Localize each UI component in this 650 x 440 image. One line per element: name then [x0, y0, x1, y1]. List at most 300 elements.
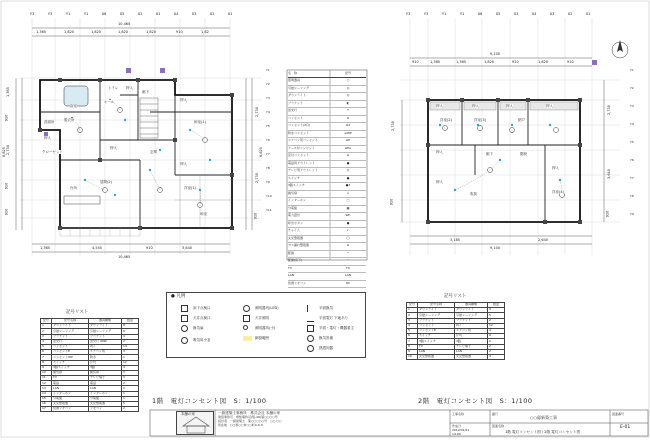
axis-label: X3 — [191, 12, 197, 16]
company-line: 一級建築士事務所 株式会社 本舗の家 — [218, 411, 281, 415]
table-cell: 3路 — [455, 339, 488, 344]
floor2-axis-labels — [404, 12, 614, 18]
list2-title: 記号リスト — [444, 294, 467, 299]
symbols-row — [288, 183, 366, 191]
company-line: 所在地 ○○県○○市○○町0-0-0 — [218, 423, 263, 427]
symbols-row — [288, 273, 366, 281]
table-cell: 火災警報器 — [89, 402, 122, 407]
symbols-row — [288, 251, 366, 259]
symbol-name: チャイム — [288, 228, 300, 232]
table-cell: 9 — [488, 334, 505, 339]
symbol-name: 引掛シーリング — [288, 85, 309, 90]
table-cell: 5 — [407, 328, 418, 333]
room-label: 和室 — [200, 212, 207, 216]
table-cell: エアコン用 — [455, 328, 488, 333]
list2-col-header: 記号名称 — [418, 303, 455, 308]
table-cell: 2 — [122, 386, 139, 391]
table-cell: 3路スイッチ — [418, 339, 455, 344]
table-cell: 15 — [41, 396, 52, 401]
legend-item: 照明器具(LED) — [255, 306, 279, 310]
legend-item: 天井照明 — [255, 316, 269, 320]
symbol-name: 床付コンセント — [288, 153, 310, 157]
table-cell: 3 — [41, 334, 52, 339]
symbols-row — [288, 243, 366, 251]
table-cell: コンセントE — [52, 350, 89, 355]
table-cell: 3路 — [89, 365, 122, 370]
table-cell: インターホン — [89, 391, 122, 396]
legend-item: 床下点検口 — [193, 306, 211, 310]
table-cell: 3路スイッチ — [52, 365, 89, 370]
table-cell: 17 — [41, 407, 52, 412]
floor-hatch-icon — [181, 305, 188, 312]
floor2-bottom-total: 9,100 — [490, 246, 501, 250]
floor2-right-dims — [604, 80, 618, 222]
table-cell: ブラケット — [455, 318, 488, 323]
legend-item: 天井点検口 — [193, 316, 211, 320]
table-cell: 4 — [488, 328, 505, 333]
table-cell: 火災警報器 — [418, 354, 455, 359]
dim-label: 910 — [605, 210, 610, 218]
symbol-glyph: ● — [346, 175, 350, 180]
table-cell: 火災警報器 — [455, 354, 488, 359]
dim-label: 2,730 — [255, 172, 260, 184]
dim-label: 910 — [567, 60, 574, 64]
table-cell: 片切 — [89, 360, 122, 365]
company-line: 設計者 一級建築士 第○○○○○号 ○○ ○○ — [218, 419, 282, 423]
floor2-columns — [426, 98, 582, 224]
dim-label: 910 — [146, 246, 153, 250]
symbol-name: TV — [288, 265, 292, 270]
date-label: 作成日 — [452, 424, 462, 428]
table-cell: 8 — [41, 360, 52, 365]
axis-label: Y4 — [266, 110, 270, 114]
table-cell: 14 — [41, 391, 52, 396]
table-cell: 2 — [407, 313, 418, 318]
dim-label: 910 — [412, 60, 419, 64]
table-cell: 分電盤 — [52, 396, 89, 401]
axis-label: Y6 — [266, 138, 270, 142]
table-cell: 6 — [41, 350, 52, 355]
floor1-bottom-dims — [36, 246, 236, 251]
axis-label: Y3 — [266, 96, 270, 100]
dim-label: 2,730 — [607, 104, 612, 116]
table-cell: ダウンライト — [89, 324, 122, 329]
symbol-glyph: ○ — [346, 78, 350, 82]
table-cell: 1 — [122, 355, 139, 360]
axis-label: Y3 — [630, 104, 634, 108]
table-cell: テレビ端子 — [89, 376, 122, 381]
room-label: 押入 — [436, 104, 443, 108]
floor1-total-width: 10,465 — [118, 22, 131, 26]
table-cell: 3 — [407, 318, 418, 323]
floor1-right-total: 6,825 — [259, 146, 264, 158]
room-label: 洋室(2) — [440, 118, 452, 122]
table-cell: 4 — [488, 354, 505, 359]
dim-label: 1,365 — [40, 246, 51, 250]
bathtub — [64, 86, 88, 106]
symbols-row — [288, 146, 366, 154]
list2-col-header: 記号 — [407, 303, 418, 308]
table-cell: エアコン用 — [89, 350, 122, 355]
symbols-row — [288, 198, 366, 206]
symbol-name: コンセント — [288, 115, 304, 120]
table-cell: 蛍光灯 40W — [89, 339, 122, 344]
list1-col-header: 記号 — [41, 319, 52, 324]
symbols-row — [288, 116, 366, 124]
dim-label: 910 — [4, 114, 9, 122]
symbols-row — [288, 153, 366, 161]
table-cell: LAN — [455, 349, 488, 354]
floor2-total-width: 9,100 — [490, 52, 501, 56]
dim-label: 1,820 — [484, 60, 495, 64]
floor2-right-axis — [630, 68, 640, 228]
symbol-glyph: ⊖EA — [344, 145, 352, 150]
axis-label: X6 — [101, 12, 107, 16]
floor1-title: 1階 電灯コンセント図 S：1/100 — [152, 397, 267, 405]
axis-label: Y2 — [630, 86, 634, 90]
room-label: 押入 — [180, 98, 187, 102]
dim-label: 1,820 — [146, 30, 157, 34]
room-label: 押入 — [126, 86, 133, 90]
axis-label: Y6 — [630, 158, 634, 162]
table-cell: 2 — [488, 344, 505, 349]
symbol-glyph: ▦ — [346, 205, 350, 210]
axis-label: Y8 — [630, 194, 634, 198]
table-cell: 5 — [122, 402, 139, 407]
dim-label: 1,365 — [6, 86, 11, 98]
symbol-glyph: Wh — [345, 213, 351, 217]
room-label: 押入 — [552, 166, 559, 170]
table-cell: ブラケット — [89, 334, 122, 339]
logo-text: 本舗の家 — [181, 412, 195, 416]
axis-label: Y1 — [65, 12, 71, 16]
symbol-name: テレビ用アウトレット — [288, 168, 318, 172]
drawing-label: 図面名称 — [492, 424, 505, 428]
table-cell: 14 — [122, 344, 139, 349]
table-cell: ダウンライト — [455, 308, 488, 313]
room-label: 脱衣所 — [64, 118, 75, 122]
symbols-row — [288, 78, 366, 86]
symbol-name: ブラケット — [288, 100, 303, 105]
axis-label: Y5 — [266, 124, 270, 128]
dim-label: 1,820 — [538, 60, 549, 64]
symbols-row — [288, 221, 366, 229]
symbol-name: スイッチ — [288, 175, 300, 180]
table-cell: 防水 — [89, 355, 122, 360]
room-label: 廊下 — [486, 152, 493, 156]
drawing-no-label: 図面番号 — [612, 412, 625, 416]
small-light-icon — [243, 325, 248, 330]
floor2-lights — [443, 126, 565, 198]
table-cell: 8 — [407, 344, 418, 349]
axis-label: Y1 — [266, 68, 270, 72]
axis-label: Y1 — [459, 12, 465, 16]
floor1-left-total: 6,825 — [2, 146, 7, 158]
table-cell: コンセント — [418, 323, 455, 328]
table-cell: 引掛シーリング — [89, 329, 122, 334]
room-label: 洋室(4) — [552, 190, 564, 194]
drawing-date: 2012/01/21 — [452, 428, 470, 432]
table-cell: 16 — [41, 402, 52, 407]
table-cell: コンセントE — [418, 328, 455, 333]
table-cell: 電話 — [52, 381, 89, 386]
table-cell: 3 — [122, 370, 139, 375]
table-cell: 1 — [407, 308, 418, 313]
dim-label: 1,820 — [91, 30, 102, 34]
table-cell: 11 — [41, 376, 52, 381]
axis-label: Y3 — [29, 12, 35, 16]
symbols-row — [288, 131, 366, 139]
room-label: 居間(2) — [100, 180, 112, 184]
table-cell: 2口 — [455, 323, 488, 328]
table-cell: 換気扇 — [89, 370, 122, 375]
room-label: 押入 — [506, 104, 513, 108]
symbol-name: アース付コンセント — [288, 145, 315, 150]
dim-label: 1,82 — [201, 30, 209, 34]
plan-equipment-icon — [307, 325, 314, 332]
ventilation-icon — [307, 335, 314, 342]
axis-label: Y7 — [266, 152, 270, 156]
list2-col-header: 器具種類 — [455, 303, 488, 308]
symbol-glyph: ∞ — [346, 190, 350, 195]
axis-label: Y10 — [266, 194, 272, 198]
floor1-deck — [60, 228, 140, 236]
symbols-row — [288, 191, 366, 199]
table-cell: LAN — [418, 349, 455, 354]
axis-label: X2 — [137, 12, 143, 16]
table-cell: TV — [52, 376, 89, 381]
symbols-row — [288, 236, 366, 244]
symbols-row — [288, 176, 366, 184]
axis-label: Y3 — [47, 12, 53, 16]
symbol-glyph: ⊖WP — [344, 130, 352, 135]
axis-label: Y9 — [266, 180, 270, 184]
table-cell: LAN — [89, 386, 122, 391]
floor1-axis-labels — [28, 12, 238, 18]
floor2-top-dims — [412, 60, 592, 65]
axis-label: X4 — [531, 12, 537, 16]
drawing-name: 1階 電灯コンセント図 / 2階 電灯コンセント図 — [505, 430, 581, 434]
floor1-right-axis — [266, 68, 276, 228]
symbol-name: 3路スイッチ — [288, 183, 305, 187]
dim-label: 3,640 — [182, 246, 193, 250]
dim-label: 2,730 — [6, 144, 11, 156]
table-cell: ブラケット — [52, 334, 89, 339]
symbols-row — [288, 93, 366, 101]
table-cell: 6 — [407, 334, 418, 339]
axis-label: X1 — [585, 12, 591, 16]
table-cell: 1 — [41, 324, 52, 329]
symbols-row — [288, 258, 366, 266]
symbol-glyph: ┄ — [347, 258, 349, 262]
floor2-closets — [430, 102, 578, 110]
floor1-stair — [140, 98, 158, 138]
symbols-row — [288, 138, 366, 146]
table-cell: LAN — [52, 386, 89, 391]
list1-col-header: 記号名称 — [52, 319, 89, 324]
room-label: 洗面所 — [44, 120, 55, 124]
table-cell: 2 — [122, 339, 139, 344]
symbols-header-symbol: 記号 — [344, 71, 351, 75]
table-cell: 4 — [41, 339, 52, 344]
list2-table — [406, 302, 505, 360]
table-cell: 2 — [41, 329, 52, 334]
symbols-row — [288, 123, 366, 131]
room-label: 洋室(1) — [184, 186, 196, 190]
table-cell: コンセントWP — [52, 355, 89, 360]
table-cell: 引掛シーリング — [418, 313, 455, 318]
table-cell: 2 — [488, 318, 505, 323]
table-cell: 2 — [488, 349, 505, 354]
table-row — [407, 354, 505, 359]
table-cell: 12 — [41, 381, 52, 386]
room-label: 押入 — [472, 104, 479, 108]
symbol-glyph: ━ — [347, 108, 349, 112]
symbol-name: 配線 — [288, 250, 295, 255]
symbol-glyph: G — [346, 243, 350, 247]
axis-label: X1 — [227, 12, 233, 16]
company-line: 建設業許可 県知事許可(般-20)第○○○○号 — [218, 415, 278, 419]
dim-label: 1,820 — [64, 30, 75, 34]
led-light-icon — [243, 305, 250, 312]
axis-label: Y3 — [423, 12, 429, 16]
dim-label: 3,185 — [450, 238, 461, 242]
symbol-glyph: ◎ — [346, 168, 350, 172]
table-cell: リモコン — [89, 407, 122, 412]
symbols-row — [288, 281, 366, 289]
dim-label: 1,365 — [36, 30, 47, 34]
table-cell: 10 — [407, 354, 418, 359]
symbol-glyph: LAN — [344, 273, 352, 277]
list1-title: 記号リスト — [66, 310, 89, 315]
north-arrow-icon — [612, 40, 628, 58]
symbols-row — [288, 266, 366, 274]
room-label: 押入 — [180, 162, 187, 166]
symbols-row — [288, 228, 366, 236]
symbols-row — [288, 108, 366, 116]
symbol-name: エアコン用コンセント — [288, 138, 318, 142]
table-cell: 4 — [488, 308, 505, 313]
table-cell: スイッチ — [52, 360, 89, 365]
dim-label: 2,730 — [255, 106, 260, 118]
floor1-bottom-total: 10,465 — [118, 255, 131, 259]
axis-label: Y9 — [630, 212, 634, 216]
symbols-row — [288, 206, 366, 214]
floor1-grid — [20, 18, 262, 255]
symbol-name: インターホン — [288, 198, 306, 202]
dim-label: 3,640 — [607, 168, 612, 180]
axis-label: X2 — [209, 12, 215, 16]
dim-label: 910 — [176, 30, 183, 34]
symbol-glyph: ● — [346, 220, 350, 225]
table-cell: スイッチ — [418, 334, 455, 339]
project-name: ○○邸新築工事 — [530, 415, 557, 420]
axis-label: Y11 — [266, 208, 272, 212]
list2-col-header: 数量 — [488, 303, 505, 308]
dim-label: 1,365 — [456, 60, 467, 64]
ceiling-light-icon — [243, 315, 250, 322]
table-cell: テレビ端子 — [455, 344, 488, 349]
legend-title: ● 凡例 — [171, 294, 186, 299]
room-label: 吹抜 — [470, 192, 477, 196]
table-cell: 2 — [122, 407, 139, 412]
legend-item: 熱感知器 — [319, 346, 333, 350]
table-cell: 5 — [41, 344, 52, 349]
drawing-number: E-01 — [620, 425, 631, 430]
table-cell: 10 — [41, 370, 52, 375]
symbol-glyph: ◎ — [346, 93, 350, 97]
axis-label: X4 — [173, 12, 179, 16]
hatch-area-icon — [243, 336, 252, 341]
legend-box — [166, 292, 366, 358]
list1-col-header: 器具種類 — [89, 319, 122, 324]
list1-table — [40, 318, 139, 412]
axis-label: Y5 — [630, 140, 634, 144]
legend-item: 網掛範囲 — [255, 336, 269, 340]
symbols-row — [288, 168, 366, 176]
symbol-name: LAN — [288, 273, 295, 277]
table-cell: 4 — [407, 323, 418, 328]
list1-col-header: 数量 — [122, 319, 139, 324]
room-label: 廊下 — [142, 90, 149, 94]
floor2-dimension-lines — [402, 58, 604, 244]
symbol-glyph: ♪ — [347, 228, 349, 232]
dim-label: 1,820 — [118, 30, 129, 34]
room-label: 和室(1) — [194, 120, 206, 124]
symbol-name: ガス漏れ警報器 — [288, 243, 310, 247]
table-cell: ダウンライト — [418, 308, 455, 313]
symbol-name: 呼出ボタン — [288, 220, 304, 225]
table-cell: 引掛シーリング — [455, 313, 488, 318]
floor1-lights — [78, 108, 208, 208]
scale-label: 縮尺 — [492, 412, 499, 416]
symbols-row — [288, 161, 366, 169]
legend-item: 吸気用小窓 — [193, 338, 211, 342]
room-label: 階段 — [520, 152, 527, 156]
floor2-left-dims — [388, 100, 402, 222]
dim-label: 1,365 — [430, 60, 441, 64]
axis-label: X5 — [495, 12, 501, 16]
room-label: 台所 — [70, 186, 77, 190]
legend-item: 平面電灯 下地あり — [319, 316, 349, 320]
company-info — [218, 411, 448, 427]
axis-label: X3 — [549, 12, 555, 16]
room-label: クローゼット — [42, 150, 63, 154]
fan-icon — [181, 325, 188, 332]
symbol-name: 換気扇 — [288, 190, 298, 195]
room-label: 押入 — [110, 146, 117, 150]
room-label: 納戸 — [518, 118, 525, 122]
room-label: 浴室 — [70, 104, 77, 108]
axis-label: Y1 — [441, 12, 447, 16]
room-label: 押入 — [546, 104, 553, 108]
table-cell: 13 — [41, 386, 52, 391]
symbol-glyph: ⊖E — [345, 138, 351, 142]
table-cell: ブラケット — [418, 318, 455, 323]
dim-label: 910 — [4, 208, 9, 216]
table-cell: 5 — [488, 313, 505, 318]
table-cell: 4 — [122, 334, 139, 339]
dim-label: 2,730 — [391, 120, 396, 132]
table-cell: 8 — [122, 324, 139, 329]
table-cell: 1 — [122, 391, 139, 396]
symbol-glyph: ●3 — [345, 183, 351, 187]
room-label: トイレ — [108, 86, 119, 90]
legend-item: 換気扇 — [193, 326, 204, 330]
axis-label: X5 — [119, 12, 125, 16]
dim-label: 4,550 — [92, 246, 103, 250]
symbol-glyph: ● — [346, 160, 350, 165]
